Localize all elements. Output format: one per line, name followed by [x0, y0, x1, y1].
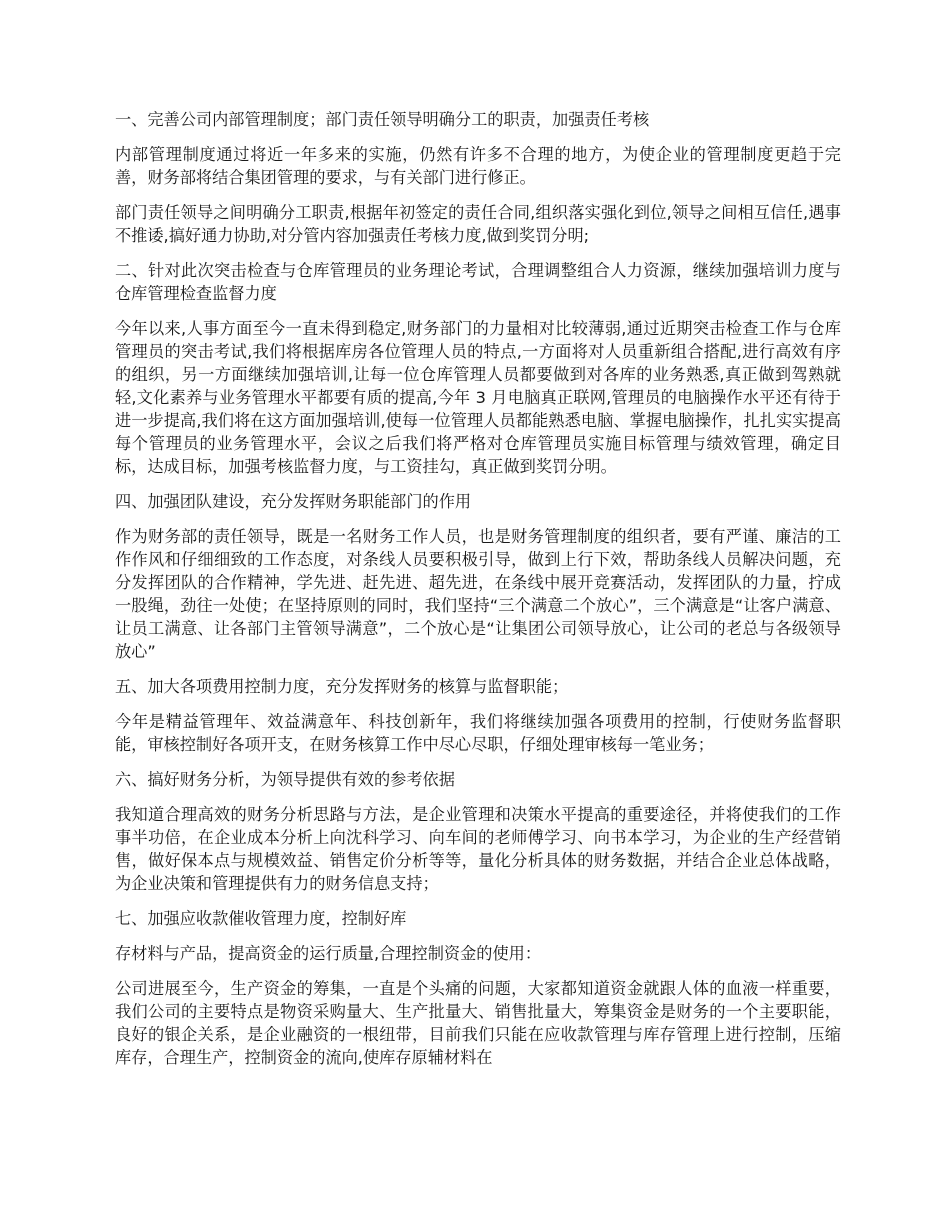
- paragraph: 我知道合理高效的财务分析思路与方法，是企业管理和决策水平提高的重要途径，并将使我们的工作事半功倍，在企业成本分析上向沈科学习、向车间的老师傅学习、向书本学习，为企业的生产经营销售，做好保本点与规模效益、销售定价分析等等，量化分析具体的财务数据，并结合企业总体战略，为企业决策和管理提供有力的财务信息支持；: [115, 805, 841, 893]
- section-heading-4: 四、加强团队建设，充分发挥财务职能部门的作用: [115, 492, 472, 511]
- paragraph: 存材料与产品，提高资金的运行质量,合理控制资金的使用：: [115, 944, 542, 963]
- section-heading-5: 五、加大各项费用控制力度，充分发挥财务的核算与监督职能；: [115, 677, 569, 696]
- paragraph: 作为财务部的责任领导，既是一名财务工作人员，也是财务管理制度的组织者，要有严谨、廉洁的工作作风和仔细细致的工作态度，对条线人员要积极引导，做到上行下效，帮助条线人员解决问题，充分发挥团队的合作精神，学先进、赶先进、超先进，在条线中展开竞赛活动，发挥团队的力量，拧成一股绳，劲往一处使；在坚持原则的同时，我们坚持“三个满意二个放心”，三个满意是“让客户满意、让员工满意、让各部门主管领导满意”，二个放心是“让集团公司领导放心，让公司的老总与各级领导放心”: [115, 527, 841, 661]
- paragraph: 公司进展至今，生产资金的筹集，一直是个头痛的问题，大家都知道资金就跟人体的血液一样重要，我们公司的主要特点是物资采购量大、生产批量大、销售批量大，筹集资金是财务的一个主要职能，良好的银企关系，是企业融资的一根纽带，目前我们只能在应收款管理与库存管理上进行控制，压缩库存，合理生产，控制资金的流向,使库存原辅材料在: [115, 979, 841, 1067]
- paragraph: 今年是精益管理年、效益满意年、科技创新年，我们将继续加强各项费用的控制，行使财务监督职能，审核控制好各项开支，在财务核算工作中尽心尽职，仔细处理审核每一笔业务；: [115, 712, 841, 754]
- paragraph: 部门责任领导之间明确分工职责,根据年初签定的责任合同,组织落实强化到位,领导之间相互信任,遇事不推诿,搞好通力协助,对分管内容加强责任考核力度,做到奖罚分明;: [115, 203, 841, 245]
- document-body: [115, 108, 841, 1081]
- section-heading-2: 二、针对此次突击检查与仓库管理员的业务理论考试，合理调整组合人力资源，继续加强培训力度与仓库管理检查监督力度: [115, 261, 841, 303]
- section-heading-7: 七、加强应收款催收管理力度，控制好库: [115, 909, 407, 928]
- section-heading-6: 六、搞好财务分析，为领导提供有效的参考依据: [115, 770, 455, 789]
- paragraph: 今年以来,人事方面至今一直未得到稳定,财务部门的力量相对比较薄弱,通过近期突击检查工作与仓库管理员的突击考试,我们将根据库房各位管理人员的特点,一方面将对人员重新组合搭配,进行高效有序的组织，另一方面继续加强培训,让每一位仓库管理人员都要做到对各库的业务熟悉,真正做到驾熟就轻,文化素养与业务管理水平都要有质的提高,今年 3 月电脑真正联网,管理员的电脑操作水平还有待于进一步提高,我们将在这方面加强培训,使每一位管理人员都能熟悉电脑、掌握电脑操作，扎扎实实提高每个管理员的业务管理水平，会议之后我们将严格对仓库管理员实施目标管理与绩效管理，确定目标，达成目标，加强考核监督力度，与工资挂勾，真正做到奖罚分明。: [115, 319, 841, 476]
- section-heading-1: 一、完善公司内部管理制度；部门责任领导明确分工的职责，加强责任考核: [115, 110, 650, 129]
- paragraph: 内部管理制度通过将近一年多来的实施，仍然有许多不合理的地方，为使企业的管理制度更趋于完善，财务部将结合集团管理的要求，与有关部门进行修正。: [115, 145, 841, 187]
